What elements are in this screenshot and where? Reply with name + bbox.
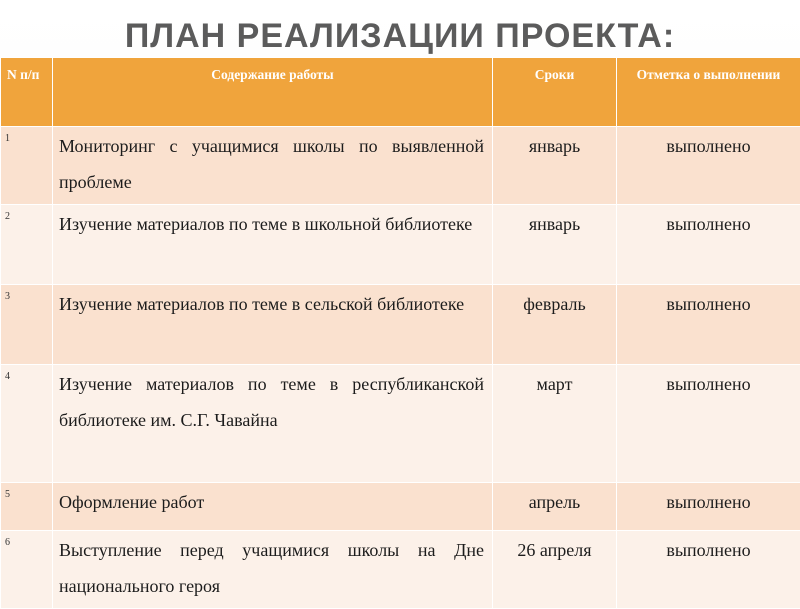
row-term: март xyxy=(493,365,617,483)
row-term: февраль xyxy=(493,285,617,365)
row-number: 5 xyxy=(1,483,53,531)
row-status: выполнено xyxy=(617,285,800,365)
row-task: Выступление перед учащимися школы на Дне национального героя xyxy=(53,531,493,609)
table-header-row xyxy=(1,58,800,127)
table-row xyxy=(1,127,800,205)
header-status: Отметка о выполнении xyxy=(617,58,800,127)
row-status: выполнено xyxy=(617,365,800,483)
row-number: 1 xyxy=(1,127,53,205)
row-term: январь xyxy=(493,205,617,285)
row-term: январь xyxy=(493,127,617,205)
table-row xyxy=(1,365,800,483)
header-num: N п/п xyxy=(1,58,53,127)
row-task: Изучение материалов по теме в сельской библиотеке xyxy=(53,285,493,365)
header-content: Содержание работы xyxy=(53,58,493,127)
table-row xyxy=(1,205,800,285)
row-task: Изучение материалов по теме в республиканской библиотеке им. С.Г. Чавайна xyxy=(53,365,493,483)
table-row xyxy=(1,285,800,365)
header-term: Сроки xyxy=(493,58,617,127)
row-status: выполнено xyxy=(617,205,800,285)
project-plan-table xyxy=(0,57,800,609)
row-task: Мониторинг с учащимися школы по выявленной проблеме xyxy=(53,127,493,205)
table-row xyxy=(1,483,800,531)
row-status: выполнено xyxy=(617,531,800,609)
row-term: апрель xyxy=(493,483,617,531)
row-number: 4 xyxy=(1,365,53,483)
row-number: 3 xyxy=(1,285,53,365)
table-row xyxy=(1,531,800,609)
row-status: выполнено xyxy=(617,127,800,205)
row-task: Оформление работ xyxy=(53,483,493,531)
row-term: 26 апреля xyxy=(493,531,617,609)
row-status: выполнено xyxy=(617,483,800,531)
row-number: 2 xyxy=(1,205,53,285)
row-number: 6 xyxy=(1,531,53,609)
row-task: Изучение материалов по теме в школьной библиотеке xyxy=(53,205,493,285)
page-title: ПЛАН РЕАЛИЗАЦИИ ПРОЕКТА: xyxy=(0,14,800,58)
